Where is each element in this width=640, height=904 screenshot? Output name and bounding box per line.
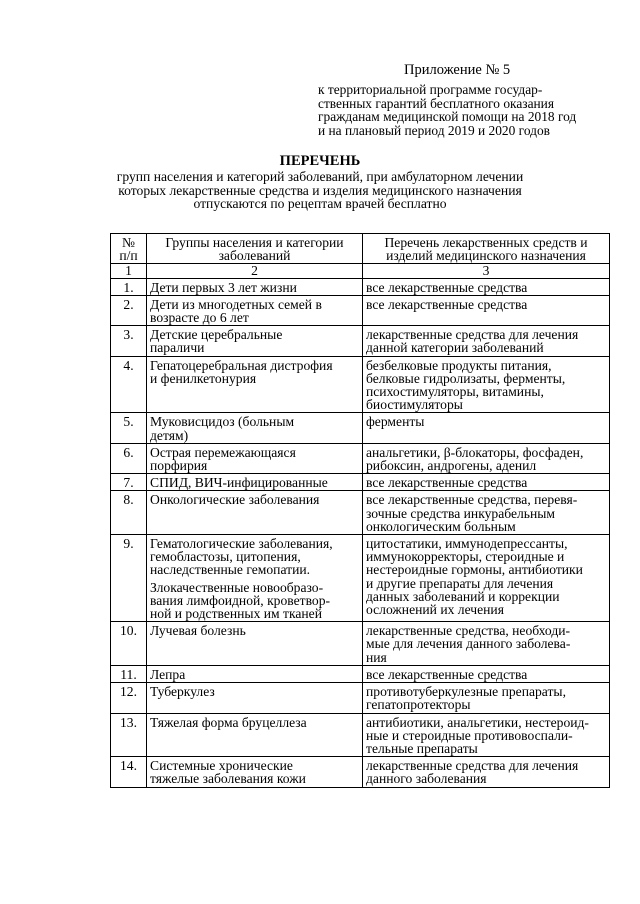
- table-row: [111, 757, 610, 787]
- group-line: Системные хронические: [150, 758, 293, 774]
- column-index: 1: [111, 264, 147, 278]
- table-row: [111, 491, 610, 535]
- group-line: Острая перемежающаяся: [150, 444, 296, 460]
- group-line: Муковисцидоз (больным: [150, 414, 295, 430]
- drugs-line: все лекарственные средства, перевя-: [366, 492, 578, 508]
- row-number: 3.: [111, 326, 147, 356]
- row-drugs: [363, 356, 610, 413]
- drugs-line: зочные средства инкурабельным: [366, 505, 556, 521]
- row-group: [147, 757, 363, 787]
- row-number: 2.: [111, 295, 147, 325]
- row-number: 14.: [111, 757, 147, 787]
- row-number: 1.: [111, 278, 147, 295]
- drugs-line: гепатопротекторы: [366, 697, 471, 713]
- table-row: [111, 535, 610, 622]
- drugs-line: все лекарственные средства: [366, 296, 528, 312]
- group-line: Гепатоцеребральная дистрофия: [150, 357, 333, 373]
- row-group: [147, 683, 363, 713]
- group-line: Тяжелая форма бруцеллеза: [150, 714, 307, 730]
- row-number: 11.: [111, 665, 147, 682]
- row-drugs: [363, 413, 610, 443]
- row-drugs: [363, 713, 610, 757]
- drugs-line: ферменты: [366, 414, 425, 430]
- row-drugs: [363, 683, 610, 713]
- header-number: [111, 234, 147, 264]
- row-group: [147, 278, 363, 295]
- row-number: 4.: [111, 356, 147, 413]
- table-row: [111, 683, 610, 713]
- drugs-line: ния: [366, 649, 387, 665]
- drugs-line: лекарственные средства для лечения: [366, 327, 579, 343]
- table-row: [111, 443, 610, 473]
- drugs-line: рибоксин, андрогены, аденил: [366, 458, 537, 474]
- drugs-line: антибиотики, анальгетики, нестероид-: [366, 714, 589, 730]
- group-line: детям): [150, 427, 189, 443]
- group-line: Лепра: [150, 666, 186, 682]
- row-number: 6.: [111, 443, 147, 473]
- row-group: [147, 622, 363, 666]
- row-drugs: [363, 443, 610, 473]
- row-group: [147, 326, 363, 356]
- description-line: групп населения и категорий заболеваний, при амбулаторном лечении: [116, 169, 524, 184]
- drugs-line: ные и стероидные противовоспали-: [366, 727, 573, 743]
- header-line: п/п: [119, 248, 138, 264]
- table-row: [111, 413, 610, 443]
- table-row: [111, 356, 610, 413]
- group-line: параличи: [150, 340, 205, 356]
- drugs-table: [110, 233, 610, 788]
- row-number: 5.: [111, 413, 147, 443]
- group-line: Детские церебральные: [150, 327, 283, 343]
- group-line: порфирия: [150, 458, 208, 474]
- group-line: возрасте до 6 лет: [150, 310, 249, 326]
- row-number: 10.: [111, 622, 147, 666]
- group-line: Онкологические заболевания: [150, 492, 320, 508]
- drugs-line: данных заболеваний и коррекции: [366, 588, 560, 604]
- row-group: [147, 413, 363, 443]
- subtitle-line: ственных гарантий бесплатного оказания: [318, 95, 555, 111]
- description-line: отпускаются по рецептам врачей бесплатно: [193, 196, 447, 212]
- row-drugs: [363, 295, 610, 325]
- row-drugs: [363, 622, 610, 666]
- description-line: которых лекарственные средства и изделия медицинского назначения: [118, 182, 522, 198]
- drugs-line: лекарственные средства для лечения: [366, 758, 579, 774]
- row-drugs: [363, 278, 610, 295]
- row-number: 7.: [111, 474, 147, 491]
- subtitle-line: к территориальной программе государ-: [318, 82, 543, 97]
- row-number: 8.: [111, 491, 147, 535]
- column-index: 3: [363, 264, 610, 278]
- row-group: [147, 535, 363, 622]
- table-row: [111, 326, 610, 356]
- drugs-line: белковые гидролизаты, ферменты,: [366, 370, 566, 386]
- row-group: [147, 713, 363, 757]
- header-line: заболеваний: [218, 248, 291, 264]
- appendix-label: Приложение № 5: [404, 62, 511, 78]
- group-extra-line: вания лимфоидной, кроветвор-: [150, 592, 331, 608]
- group-line: гемобластозы, цитопения,: [150, 549, 301, 565]
- group-line: Дети из многодетных семей в: [150, 296, 322, 312]
- row-number: 13.: [111, 713, 147, 757]
- row-group: [147, 443, 363, 473]
- drugs-line: цитостатики, иммунодепрессанты,: [366, 536, 568, 552]
- column-index: 2: [147, 264, 363, 278]
- row-drugs: [363, 665, 610, 682]
- table-header-row: [111, 234, 610, 264]
- drugs-line: психостимуляторы, витамины,: [366, 384, 544, 400]
- header-drugs: [363, 234, 610, 264]
- group-extra-line: ной и родственных им тканей: [150, 606, 322, 622]
- row-drugs: [363, 326, 610, 356]
- column-index-row: [111, 264, 610, 278]
- drugs-line: все лекарственные средства: [366, 279, 528, 295]
- header-line: №: [122, 235, 135, 250]
- drugs-line: тельные препараты: [366, 740, 478, 756]
- row-number: 9.: [111, 535, 147, 622]
- drugs-line: и другие препараты для лечения: [366, 575, 554, 591]
- row-drugs: [363, 757, 610, 787]
- table-row: [111, 295, 610, 325]
- row-group: [147, 491, 363, 535]
- row-drugs: [363, 535, 610, 622]
- group-line: Гематологические заболевания,: [150, 536, 333, 552]
- drugs-line: иммунокорректоры, стероидные и: [366, 549, 565, 565]
- group-line: СПИД, ВИЧ-инфицированные: [150, 475, 328, 491]
- drugs-line: данного заболевания: [366, 771, 487, 787]
- table-row: [111, 474, 610, 491]
- group-line: и фенилкетонурия: [150, 370, 257, 386]
- drugs-line: безбелковые продукты питания,: [366, 357, 552, 373]
- subtitle-line: и на плановый период 2019 и 2020 годов: [318, 122, 550, 138]
- header-line: Группы населения и категории: [165, 235, 344, 250]
- drugs-line: мые для лечения данного заболева-: [366, 636, 571, 652]
- drugs-line: онкологическим больным: [366, 518, 516, 534]
- drugs-line: биостимуляторы: [366, 397, 463, 413]
- document-description: [100, 170, 540, 211]
- drugs-line: лекарственные средства, необходи-: [366, 623, 571, 639]
- appendix-subtitle: [318, 83, 618, 137]
- group-line: тяжелые заболевания кожи: [150, 771, 306, 787]
- row-number: 12.: [111, 683, 147, 713]
- header-line: изделий медицинского назначения: [386, 248, 586, 264]
- table-row: [111, 622, 610, 666]
- drugs-line: данной категории заболеваний: [366, 340, 544, 356]
- row-drugs: [363, 491, 610, 535]
- document-title: ПЕРЕЧЕНЬ: [279, 153, 361, 169]
- drugs-line: анальгетики, β-блокаторы, фосфаден,: [366, 444, 584, 460]
- group-extra-line: Злокачественные новообразо-: [150, 579, 324, 595]
- row-group: [147, 295, 363, 325]
- row-drugs: [363, 474, 610, 491]
- drugs-line: все лекарственные средства: [366, 666, 528, 682]
- group-line: наследственные гемопатии.: [150, 562, 311, 578]
- drugs-line: нестероидные гормоны, антибиотики: [366, 562, 583, 578]
- table-row: [111, 713, 610, 757]
- row-group: [147, 665, 363, 682]
- row-group: [147, 356, 363, 413]
- row-group: [147, 474, 363, 491]
- group-line: Лучевая болезнь: [150, 623, 246, 639]
- drugs-line: осложнений их лечения: [366, 602, 504, 618]
- header-groups: [147, 234, 363, 264]
- drugs-line: все лекарственные средства: [366, 475, 528, 491]
- subtitle-line: гражданам медицинской помощи на 2018 год: [318, 109, 577, 124]
- drugs-line: противотуберкулезные препараты,: [366, 684, 566, 700]
- group-line: Дети первых 3 лет жизни: [150, 279, 297, 295]
- table-row: [111, 278, 610, 295]
- header-line: Перечень лекарственных средств и: [384, 235, 588, 250]
- group-line: Туберкулез: [150, 684, 215, 700]
- group-extra: [150, 581, 359, 621]
- table-row: [111, 665, 610, 682]
